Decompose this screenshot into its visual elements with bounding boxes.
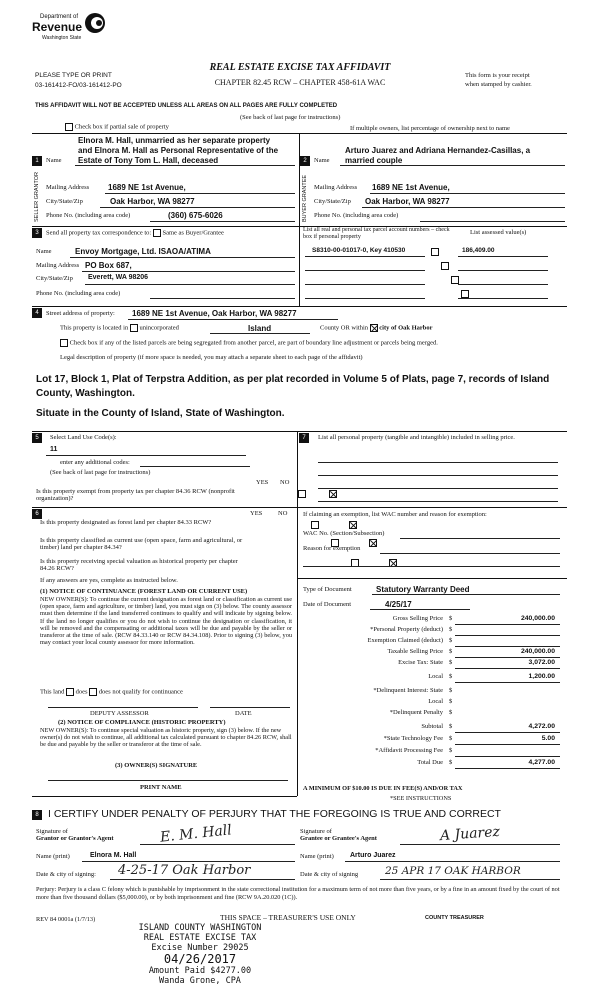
pp-line: [318, 501, 558, 502]
fee-row: [303, 747, 561, 759]
fee-row: [303, 673, 561, 685]
revenue-logo: [32, 8, 112, 48]
divider: [299, 133, 300, 226]
parcel-number: S8310-00-01017-0, Key 410530: [312, 247, 406, 254]
owner-signature-line: [48, 780, 288, 781]
does-not-checkbox[interactable]: [89, 688, 97, 696]
logo-state: Washington State: [42, 35, 82, 41]
currency: $: [449, 673, 453, 680]
stamp-line-1: ISLAND COUNTY WASHINGTON: [138, 923, 262, 933]
same-as-buyer-checkbox[interactable]: [153, 229, 161, 237]
grantee-sig-line: [400, 844, 560, 845]
forest-question: Is this property designated as forest land per chapter 84.33 RCW?: [40, 519, 212, 526]
tc-name-line: [70, 257, 295, 258]
seller-phone-line: [150, 221, 295, 222]
tc-city: Everett, WA 98206: [88, 274, 149, 281]
fee-label: *Affidavit Processing Fee: [375, 747, 443, 754]
grantor-name-label: Name (print): [36, 853, 70, 860]
fee-row: [303, 709, 561, 721]
partial-sale-label: Check box if partial sale of property: [74, 123, 169, 131]
see-back-instructions: (See back of last page for instructions): [240, 114, 341, 121]
grantor-name-line: [82, 861, 295, 862]
divider: [297, 507, 567, 508]
owner-signature-label: (3) OWNER(S) SIGNATURE: [115, 762, 198, 769]
fee-label: Local: [428, 673, 443, 680]
reason-line: [380, 553, 560, 554]
fee-row: [303, 723, 561, 735]
land-use-see-back: (See back of last page for instructions): [50, 469, 151, 476]
s5-no: NO: [280, 479, 290, 486]
acceptance-warning: THIS AFFIDAVIT WILL NOT BE ACCEPTED UNLESS ALL AREAS ON ALL PAGES ARE FULLY COMPLETED: [35, 103, 338, 109]
stamp-date: 04/26/2017: [163, 952, 237, 967]
fee-label: Taxable Selling Price: [387, 648, 443, 655]
fee-label: *Delinquent Penalty: [389, 709, 443, 716]
does-not-label: does not qualify for continuance: [98, 688, 183, 696]
currency: $: [449, 626, 453, 633]
fee-label: Gross Selling Price: [392, 615, 443, 622]
grantee-date-label: Date & city of signing: [300, 871, 359, 878]
currency: $: [449, 698, 453, 705]
pp-line: [318, 462, 558, 463]
fee-value: 4,272.00: [528, 723, 555, 730]
divider: [297, 578, 567, 579]
section-8-badge: 8: [32, 810, 42, 820]
form-title: REAL ESTATE EXCISE TAX AFFIDAVIT: [209, 62, 391, 73]
doc-date-line: [370, 609, 470, 610]
if-yes-note: If any answers are yes, complete as instructed below.: [40, 577, 178, 584]
fee-label: Excise Tax: State: [398, 659, 443, 666]
partial-sale-row: [65, 123, 169, 131]
treasurer-stamp: [110, 924, 290, 987]
currency: $: [449, 659, 453, 666]
grantor-date-label: Date & city of signing:: [36, 871, 96, 878]
city-row: [320, 324, 433, 332]
section-3-badge: 3: [32, 228, 42, 238]
doc-date-label: Date of Document: [303, 601, 352, 608]
currency: $: [449, 648, 453, 655]
fee-label: *State Technology Fee: [383, 735, 443, 742]
grantor-sig-label: Signature of Grantor or Grantor's Agent: [36, 828, 114, 843]
city-of-label: city of Oak Harbor: [379, 324, 433, 332]
wac-line: [400, 538, 560, 539]
currency: $: [449, 735, 453, 742]
grantee-name-line: [345, 861, 560, 862]
tc-mailing: PO Box 687,: [85, 261, 132, 270]
unincorporated-checkbox[interactable]: [130, 324, 138, 332]
seller-mailing-line: [105, 193, 295, 194]
does-label: does: [75, 688, 88, 696]
currency: $: [449, 637, 453, 644]
grantor-signature: E. M. Hall: [159, 822, 233, 846]
seller-phone: (360) 675-6026: [168, 211, 223, 220]
tc-mailing-label: Mailing Address: [36, 262, 80, 269]
buyer-name-line-1: Arturo Juarez and Adriana Hernandez-Casillas, a: [345, 146, 531, 155]
buyer-name-line-2: married couple: [345, 156, 403, 165]
tax-correspondence-label: Send all property tax correspondence to: Same as Buyer/Grantee: [46, 229, 224, 237]
currency: $: [449, 687, 453, 694]
current-use-no-checkbox[interactable]: [369, 539, 377, 547]
section-2-badge: 2: [300, 156, 310, 166]
within-city-checkbox[interactable]: [370, 324, 378, 332]
assessed-header: List assessed value(s): [470, 229, 527, 236]
see-instructions: *SEE INSTRUCTIONS: [390, 795, 452, 802]
grantee-signature: A Juarez: [439, 823, 501, 845]
doc-type-label: Type of Document: [303, 586, 352, 593]
section-6-badge: 6: [32, 509, 42, 519]
street-address: 1689 NE 1st Avenue, Oak Harbor, WA 98277: [132, 309, 297, 318]
grantee-name-label: Name (print): [300, 853, 334, 860]
personal-property-checkbox[interactable]: [441, 262, 449, 270]
tc-city-line: [85, 284, 295, 285]
assessor-date-label: DATE: [235, 710, 252, 717]
divider: [297, 431, 298, 796]
seller-name-line-3: Estate of Tony Tom L. Hall, deceased: [78, 156, 219, 165]
doc-type-line: [372, 594, 560, 595]
reason-label: Reason for exemption: [303, 545, 361, 552]
forest-yes-checkbox[interactable]: [311, 521, 319, 529]
assessed-line: [458, 298, 548, 299]
buyer-mailing: 1689 NE 1st Avenue,: [372, 183, 450, 192]
segregated-row: [60, 339, 560, 347]
assessed-value: 186,409.00: [462, 247, 495, 254]
fee-value: 3,072.00: [528, 659, 555, 666]
rev-code: REV 84 0001a (1/7/13): [36, 916, 96, 923]
buyer-name-line: [340, 165, 565, 166]
county-name: Island: [248, 324, 272, 333]
fee-row: [303, 735, 561, 747]
section-4-badge: 4: [32, 308, 42, 318]
currency: $: [449, 723, 453, 730]
fee-value: 240,000.00: [520, 615, 555, 622]
notice-continuance-title: (1) NOTICE OF CONTINUANCE (FOREST LAND OR CURRENT USE): [40, 588, 248, 595]
doc-date: 4/25/17: [385, 600, 412, 609]
tc-mailing-line: [82, 271, 295, 272]
grantee-date-line: [380, 879, 560, 880]
fee-value: 5.00: [541, 735, 555, 742]
grantor-date-city: 4-25-17 Oak Harbor: [118, 863, 251, 878]
grantor-sig-line: [140, 844, 295, 845]
fee-label: *Delinquent Interest: State: [373, 687, 443, 694]
forest-no-checkbox[interactable]: [349, 521, 357, 529]
assessor-sign-line: [48, 707, 198, 708]
personal-property-label: List all personal property (tangible and intangible) included in selling price.: [318, 434, 515, 441]
section-5-badge: 5: [32, 433, 42, 443]
divider: [32, 306, 567, 307]
grantor-date-line: [110, 879, 295, 880]
minimum-due-note: A MINIMUM OF $10.00 IS DUE IN FEE(S) AND/OR TAX: [303, 785, 463, 792]
buyer-name-label: Name: [314, 157, 330, 164]
buyer-side-label: BUYER GRANTEE: [302, 174, 308, 222]
pp-line: [318, 488, 558, 489]
deputy-assessor-label: DEPUTY ASSESSOR: [90, 710, 149, 717]
parcel-header: List all real and personal tax parcel account numbers – check box if personal property: [303, 227, 450, 240]
fee-value: 4,277.00: [528, 759, 555, 766]
please-type: PLEASE TYPE OR PRINT: [35, 72, 112, 79]
buyer-phone-line: [420, 221, 565, 222]
notice-continuance-body: NEW OWNER(S): To continue the current designation as forest land or classification as current use (open space, farm and agriculture, or timber) land, you must sign on (3) below. The county assessor must then determine if the land transferred continues to qualify and will indicate by signing below. If the land no longer qualifies or you do not wish to continue the designation or classification, it will be removed and the compensating or additional taxes will be due and payable by the seller or transferor at the time of sale. (RCW 84.33.140 or RCW 84.34.108). Prior to signing (3) below, you may contact your local county assessor for more information.: [40, 596, 292, 647]
county-line: [210, 333, 310, 334]
parcel-line: [305, 284, 425, 285]
tc-name-label: Name: [36, 248, 52, 255]
reason-line-2: [303, 566, 560, 567]
county-or-label: County OR within: [320, 324, 369, 332]
certify-statement: I CERTIFY UNDER PENALTY OF PERJURY THAT THE FOREGOING IS TRUE AND CORRECT: [48, 808, 501, 820]
seller-phone-label: Phone No. (including area code): [46, 212, 131, 219]
stamp-line-3: Excise Number 29025: [151, 942, 249, 953]
currency: $: [449, 709, 453, 716]
currency: $: [449, 747, 453, 754]
s6-no: NO: [278, 510, 288, 517]
stamp-amount: Amount Paid $4277.00: [148, 966, 252, 977]
print-name-label: PRINT NAME: [140, 784, 182, 791]
this-land-label: This land: [40, 688, 65, 696]
fee-value: 240,000.00: [520, 648, 555, 655]
divider: [299, 226, 300, 306]
buyer-city-line: [362, 207, 565, 208]
assessor-date-line: [210, 707, 290, 708]
tc-phone-label: Phone No. (including area code): [36, 290, 121, 297]
grantor-name: Elnora M. Hall: [90, 852, 137, 859]
logo-mark-icon: [84, 12, 106, 34]
seller-side-label: SELLER GRANTOR: [34, 171, 40, 222]
s6-yes: YES: [250, 510, 263, 517]
land-use-code: 11: [50, 446, 58, 453]
divider: [32, 796, 297, 797]
land-use-line: [46, 455, 246, 456]
partial-sale-checkbox[interactable]: [65, 123, 73, 131]
county-treasurer: COUNTY TREASURER: [425, 915, 484, 921]
section-1-badge: 1: [32, 156, 42, 166]
treasurer-space: THIS SPACE – TREASURER'S USE ONLY: [220, 913, 356, 922]
land-use-label: Select Land Use Code(s):: [50, 434, 117, 441]
tc-phone-line: [150, 298, 295, 299]
legal-note: Legal description of property (if more space is needed, you may attach a separate sheet to each page of the affidavit): [60, 354, 363, 361]
stamp-name: Wanda Grone, CPA: [159, 975, 241, 986]
seller-mailing: 1689 NE 1st Avenue,: [108, 183, 186, 192]
assessed-line: [458, 270, 548, 271]
divider: [32, 507, 297, 508]
tc-name: Envoy Mortgage, Ltd. ISAOA/ATIMA: [75, 247, 211, 256]
buyer-phone-label: Phone No. (including area code): [314, 212, 399, 219]
located-label: This property is located in: [60, 324, 129, 332]
form-codes: 03-161412-FO/03-161412-PO: [35, 82, 122, 89]
fee-label: Total Due: [417, 759, 443, 766]
historic-question: Is this property receiving special valuation as historical property per chapter 84.26 RCW?: [40, 558, 238, 573]
fee-label: *Personal Property (deduct): [370, 626, 443, 633]
stamp-line-2: REAL ESTATE EXCISE TAX: [143, 932, 257, 943]
additional-codes: enter any additional codes:: [60, 459, 130, 466]
seller-name-line-1: Elnora M. Hall, unmarried as her separate property: [78, 136, 271, 145]
fee-label: Subtotal: [421, 723, 443, 730]
receipt-note-2: when stamped by cashier.: [465, 81, 532, 88]
fee-row: [303, 759, 561, 771]
grantee-sig-label: Signature of Grantee or Grantee's Agent: [300, 828, 377, 843]
parcel-line: [305, 256, 425, 257]
personal-property-checkbox[interactable]: [431, 248, 439, 256]
seller-name-line-2: and Elnora M. Hall as Personal Representative of the: [78, 146, 279, 155]
buyer-city: Oak Harbor, WA 98277: [365, 197, 450, 206]
receipt-note-1: This form is your receipt: [465, 72, 530, 79]
located-row: [60, 324, 540, 332]
buyer-mailing-line: [370, 193, 565, 194]
street-line: [128, 319, 338, 320]
seller-city: Oak Harbor, WA 98277: [110, 197, 195, 206]
exempt-yes-checkbox[interactable]: [298, 490, 306, 498]
assessed-line: [458, 284, 548, 285]
exemption-label: If claiming an exemption, list WAC number and reason for exemption:: [303, 511, 487, 518]
logo-department: Department of: [40, 14, 79, 20]
seller-name-label: Name: [46, 157, 62, 164]
multiple-owners-note: If multiple owners, list percentage of ownership next to name: [350, 125, 510, 132]
parcel-line: [305, 298, 425, 299]
fee-value: 1,200.00: [528, 673, 555, 680]
fee-label: Local: [428, 698, 443, 705]
segregated-checkbox[interactable]: [60, 339, 68, 347]
seller-mailing-label: Mailing Address: [46, 184, 90, 191]
assessed-line: [458, 256, 548, 257]
does-checkbox[interactable]: [66, 688, 74, 696]
buyer-city-label: City/State/Zip: [314, 198, 351, 205]
same-as-buyer-label: Same as Buyer/Grantee: [162, 229, 224, 237]
unincorporated-label: unincorporated: [139, 324, 179, 332]
form-chapter: CHAPTER 82.45 RCW – CHAPTER 458-61A WAC: [214, 78, 386, 87]
section-7-badge: 7: [299, 433, 309, 443]
pp-line: [318, 475, 558, 476]
fee-label: Exemption Claimed (deduct): [367, 637, 443, 644]
grantee-name: Arturo Juarez: [350, 852, 396, 859]
legal-description: Lot 17, Block 1, Plat of Terpstra Addition, as per plat recorded in Volume 5 of Plats, page 7, records of Island County, Washington.: [36, 374, 550, 399]
tc-city-label: City/State/Zip: [36, 275, 73, 282]
current-use-question: Is this property classified as current use (open space, farm and agricultural, or timber) land per chapter 84.34?: [40, 537, 243, 552]
s5-yes: YES: [256, 479, 269, 486]
street-label: Street address of property:: [46, 310, 115, 317]
doc-type: Statutory Warranty Deed: [376, 585, 470, 594]
seller-name-line: [75, 165, 295, 166]
grantee-date-city: 25 APR 17 OAK HARBOR: [385, 865, 521, 877]
notice-compliance-body: NEW OWNER(S): To continue special valuation as historic property, sign (3) below. If the new owner(s) do not wish to continue, all additional tax calculated pursuant to chapter 84.26 RCW, shall be due and payable by the seller or transferor at the time of sale.: [40, 727, 292, 749]
exempt-question: Is this property exempt from property tax per chapter 84.36 RCW (nonprofit organization)?: [36, 488, 235, 503]
this-land-row: [40, 688, 183, 696]
notice-compliance-title: (2) NOTICE OF COMPLIANCE (HISTORIC PROPERTY): [58, 719, 226, 726]
additional-codes-line: [140, 466, 250, 467]
buyer-mailing-label: Mailing Address: [314, 184, 358, 191]
logo-revenue: Revenue: [32, 20, 83, 34]
wac-label: WAC No. (Section/Subsection): [303, 530, 385, 537]
currency: $: [449, 759, 453, 766]
parcel-line: [305, 270, 425, 271]
fee-row: [303, 659, 561, 671]
seller-city-line: [100, 207, 295, 208]
exempt-no-checkbox[interactable]: [329, 490, 337, 498]
currency: $: [449, 615, 453, 622]
divider: [32, 431, 567, 432]
segregated-label: Check box if any of the listed parcels are being segregated from another parcel, are part of boundary line adjustment or parcels being merged.: [69, 339, 438, 347]
perjury-note: Perjury: Perjury is a class C felony which is punishable by imprisonment in the state correctional institution for a maximum term of not more than five years, or by a fine in an amount fixed by the court of not more than five thousand dollars ($5,000.00), or by both imprisonment and fine (RCW 9A.20.020 (1C)).: [36, 886, 560, 901]
seller-city-label: City/State/Zip: [46, 198, 83, 205]
situate: Situate in the County of Island, State of Washington.: [36, 408, 285, 419]
